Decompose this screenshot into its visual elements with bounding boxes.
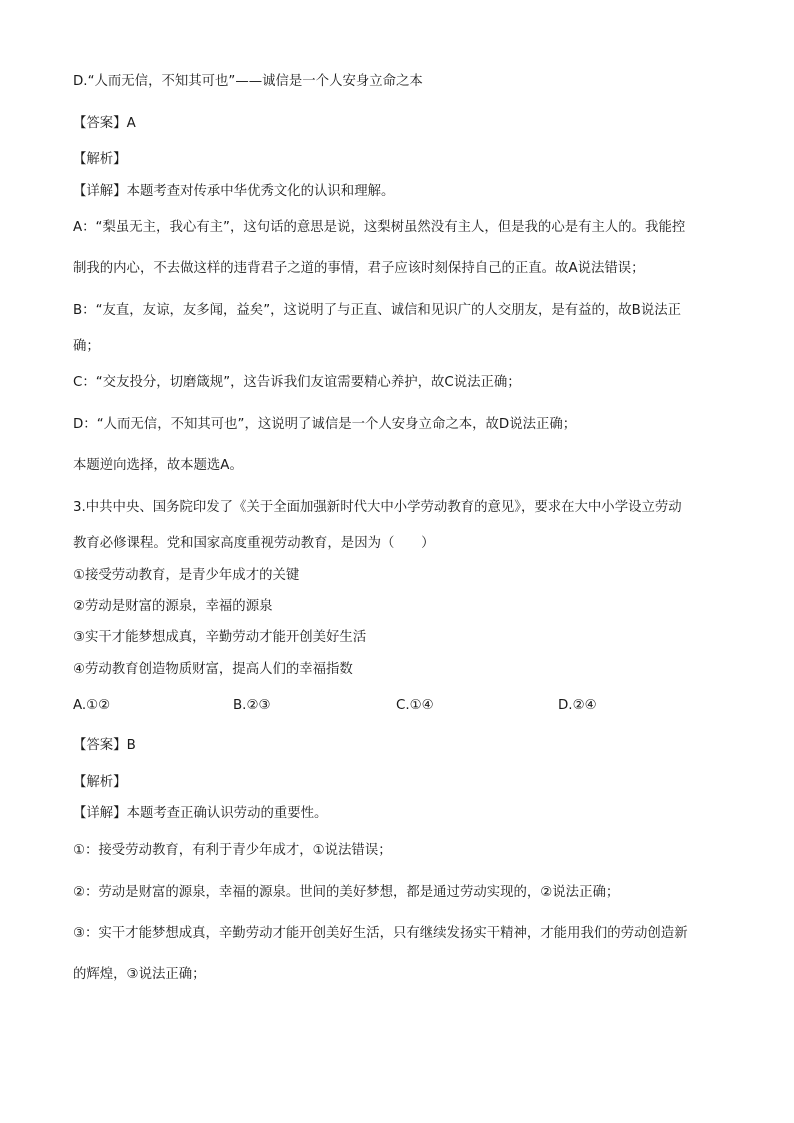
q3-explain-3-line2: 的辉煌，③说法正确；	[73, 967, 206, 982]
detail-label: 【详解】	[73, 806, 127, 821]
prev-explain-a-line2: 制我的内心，不去做这样的违背君子之道的事情，君子应该时刻保持自己的正直。故A说法错误；	[73, 261, 645, 276]
prev-explain-b-line2: 确；	[73, 339, 100, 354]
q3-item-2: ②劳动是财富的源泉，幸福的源泉	[73, 599, 273, 614]
q3-item-4: ④劳动教育创造物质财富，提高人们的幸福指数	[73, 662, 353, 677]
q3-detail	[73, 805, 327, 823]
answer-label: 【答案】	[73, 116, 127, 131]
q3-explain-2: ②：劳动是财富的源泉，幸福的源泉。世间的美好梦想，都是通过劳动实现的，②说法正确；	[73, 885, 620, 900]
prev-detail	[73, 183, 394, 201]
q3-option-b: B.②③	[233, 698, 271, 713]
detail-label: 【详解】	[73, 184, 127, 199]
prev-explain-b-line1: B：“友直，友谅，友多闻，益矣”，这说明了与正直、诚信和见识广的人交朋友，是有益的，故B说法正	[73, 303, 682, 318]
prev-option-d: D.“人而无信，不知其可也”——诚信是一个人安身立命之本	[73, 74, 423, 89]
q3-stem-line2: 教育必修课程。党和国家高度重视劳动教育，是因为（ ）	[73, 536, 435, 551]
answer-value: A	[126, 116, 136, 131]
prev-explain-d: D：“人而无信，不知其可也”，这说明了诚信是一个人安身立命之本，故D说法正确；	[73, 417, 577, 432]
q3-item-3: ③实干才能梦想成真，辛勤劳动才能开创美好生活	[73, 630, 367, 645]
q3-explain-3-line1: ③：实干才能梦想成真，辛勤劳动才能开创美好生活，只有继续发扬实干精神，才能用我们的劳动创造新	[73, 926, 688, 941]
q3-analysis-label: 【解析】	[73, 775, 127, 790]
q3-item-1: ①接受劳动教育，是青少年成才的关键	[73, 568, 300, 583]
answer-label: 【答案】	[73, 738, 127, 753]
detail-text: 本题考查正确认识劳动的重要性。	[126, 806, 328, 821]
q3-answer	[73, 737, 136, 755]
prev-analysis-label: 【解析】	[73, 152, 127, 167]
prev-explain-c: C：“交友投分，切磨箴规”，这告诉我们友谊需要精心养护，故C说法正确；	[73, 375, 521, 390]
prev-answer	[73, 115, 136, 133]
answer-value: B	[126, 738, 136, 753]
q3-stem-line1: 3.中共中央、国务院印发了《关于全面加强新时代大中小学劳动教育的意见》，要求在大中小学设立劳动	[73, 500, 682, 515]
prev-conclusion: 本题逆向选择，故本题选A。	[73, 458, 243, 473]
q3-option-c: C.①④	[396, 698, 434, 713]
q3-option-a: A.①②	[73, 698, 111, 713]
q3-option-d: D.②④	[558, 698, 597, 713]
q3-explain-1: ①：接受劳动教育，有利于青少年成才，①说法错误；	[73, 843, 392, 858]
detail-text: 本题考查对传承中华优秀文化的认识和理解。	[126, 184, 395, 199]
prev-explain-a-line1: A：“梨虽无主，我心有主”，这句话的意思是说，这梨树虽然没有主人，但是我的心是有主人的。我能控	[73, 220, 686, 235]
